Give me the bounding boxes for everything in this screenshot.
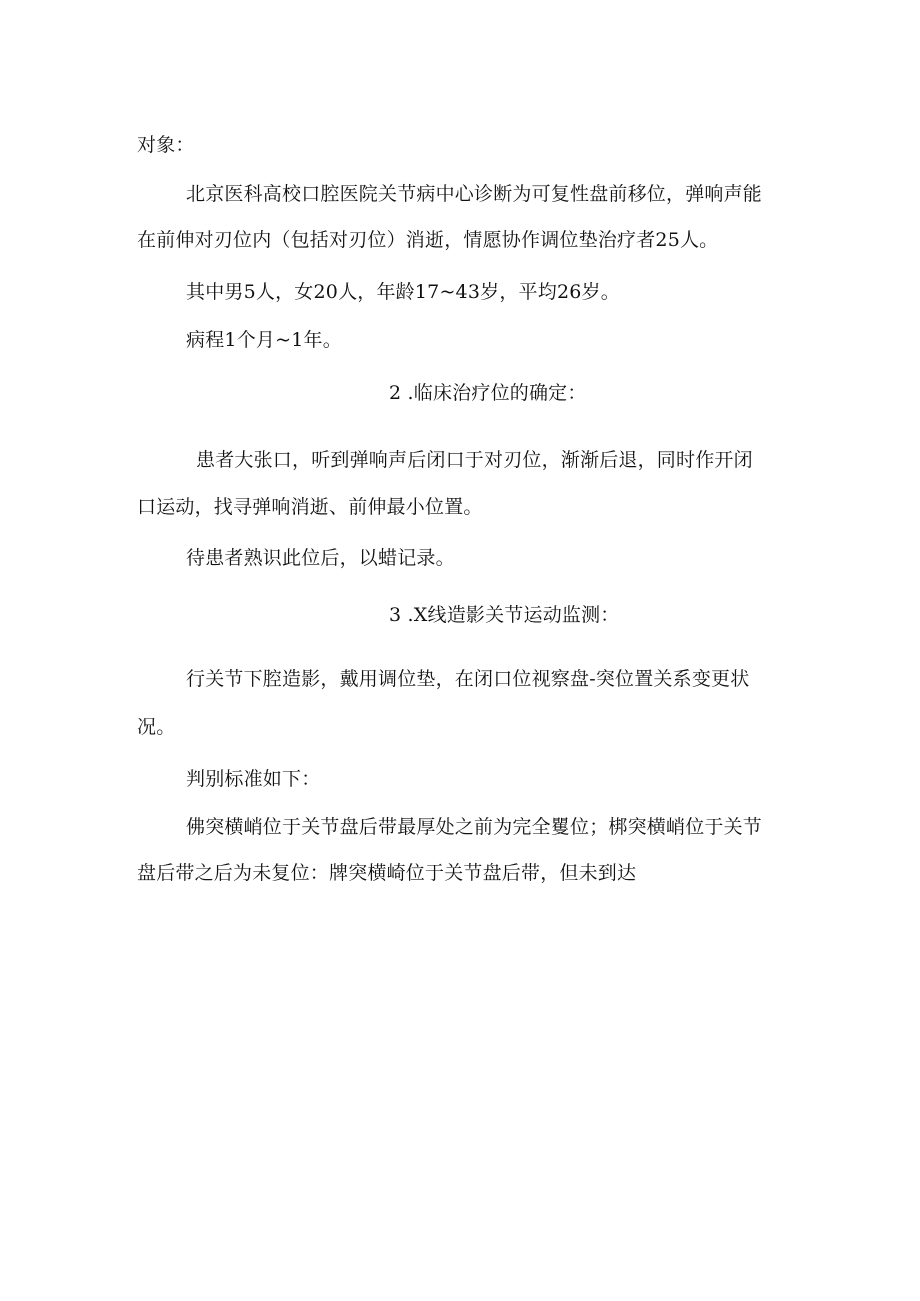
text-line-arthrography-continued: 况。 bbox=[137, 716, 176, 738]
text-line-diagnosis-continued: 在前伸对刃位内（包括对刃位）消逝，情愿协作调位垫治疗者25人。 bbox=[137, 229, 719, 251]
text-line-criteria-intro: 判别标准如下： bbox=[186, 768, 321, 790]
section-heading-treatment-position: 2 .临床治疗位的确定： bbox=[389, 382, 587, 404]
text-line-procedure-continued: 口运动，找寻弹响消逝、前伸最小位置。 bbox=[137, 496, 483, 518]
text-line-diagnosis: 北京医科高校口腔医院关节病中心诊断为可复性盘前移位，弹响声能 bbox=[186, 183, 763, 205]
text-line-procedure: 患者大张口，听到弹响声后闭口于对刃位，渐渐后退，同时作开闭 bbox=[196, 449, 753, 471]
text-line-wax-record: 待患者熟识此位后，以蜡记录。 bbox=[186, 547, 455, 569]
section-heading-xray-monitoring: 3 .X线造影关节运动监测： bbox=[389, 604, 620, 626]
text-line-demographics: 其中男5人，女20人，年龄17~43岁，平均26岁。 bbox=[186, 281, 620, 303]
text-line-arthrography: 行关节下腔造影，戴用调位垫，在闭口位视察盘-突位置关系变更状 bbox=[186, 668, 750, 690]
text-line-course: 病程1个月~1年。 bbox=[186, 329, 342, 351]
text-line-criteria: 佛突横峭位于关节盘后带最厚处之前为完全矍位；梆突横峭位于关节 bbox=[186, 816, 763, 838]
text-line-subject: 对象： bbox=[137, 134, 195, 156]
text-line-criteria-continued: 盘后带之后为未复位：牌突横崎位于关节盘后带，但未到达 bbox=[137, 862, 637, 884]
